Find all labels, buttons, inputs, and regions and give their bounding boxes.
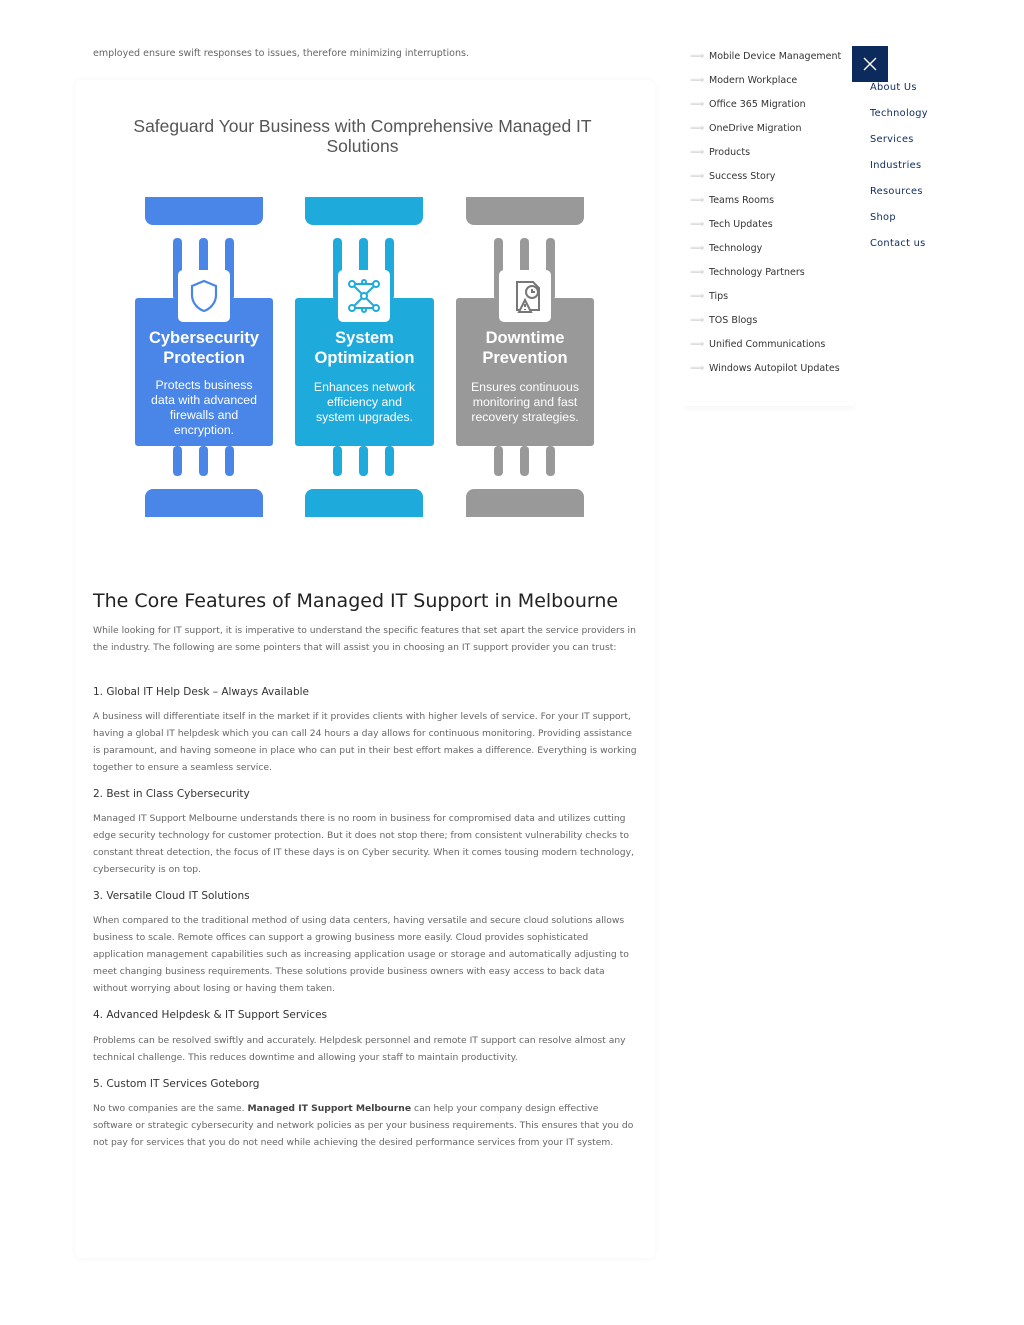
arrow-right-icon: ⟹ [690,266,705,278]
section-title: 3. Versatile Cloud IT Solutions [93,890,250,902]
category-item[interactable] [690,360,860,376]
category-label[interactable]: Office 365 Migration [709,98,806,110]
menu-item-resources[interactable]: Resources [870,186,923,197]
pillar-post [225,446,234,476]
pillar-bottom-cap [305,489,423,517]
category-label[interactable]: Teams Rooms [709,194,775,206]
category-item[interactable] [690,288,860,304]
arrow-right-icon: ⟹ [690,314,705,326]
pillar-top-cap [145,197,263,225]
category-item[interactable] [690,144,860,160]
category-label[interactable]: Technology Partners [709,266,805,278]
pillar-bottom-cap [466,489,584,517]
category-label[interactable]: OneDrive Migration [709,122,802,134]
sidebar-divider [684,402,854,406]
section-body-text: can help your company design effective software or strategic cybersecurity and network policies as per your business requirements. This ensures that you do not pay for services that you do not need while achieving the desired performance services from your IT system. [93,1103,634,1148]
menu-item-contact-us[interactable]: Contact us [870,238,926,249]
pillar-title-line1: System [335,329,394,347]
category-label[interactable]: Tech Updates [709,218,773,230]
menu-item-about-us[interactable]: About Us [870,82,917,93]
category-label[interactable]: Products [709,146,751,158]
menu-item-industries[interactable]: Industries [870,160,922,171]
infographic-title: Safeguard Your Business with Comprehensive Managed IT Solutions [133,116,592,156]
pillar-top-cap [305,197,423,225]
arrow-right-icon: ⟹ [690,194,705,206]
menu-item-services[interactable]: Services [870,134,914,145]
section-body: Problems can be resolved swiftly and accurately. Helpdesk personnel and remote IT support can resolve almost any technical challenge. This reduces downtime and allowing your staff to maintain productivity. [93,1035,626,1063]
category-item[interactable] [690,168,860,184]
pillar-post [385,446,394,476]
category-label[interactable]: Success Story [709,170,776,182]
category-label[interactable]: Technology [709,242,763,254]
pillar-post [199,446,208,476]
category-item[interactable] [690,240,860,256]
section-title: 1. Global IT Help Desk – Always Available [93,686,310,698]
pillar-post [173,446,182,476]
section-body [93,1100,638,1151]
pillar-title-line2: Optimization [314,349,415,367]
pillar-post [359,446,368,476]
category-item[interactable] [690,192,860,208]
close-menu-button[interactable] [852,46,888,82]
category-item[interactable] [690,264,860,280]
pillar-title-line2: Protection [163,349,245,367]
pillar-title-line2: Prevention [482,349,568,367]
category-item[interactable] [690,216,860,232]
arrow-right-icon: ⟹ [690,98,705,110]
category-item[interactable] [690,48,860,64]
category-item[interactable] [690,96,860,112]
article-intro: While looking for IT support, it is imperative to understand the specific features that set apart the service providers in the industry. The following are some pointers that will assist you in choosing an IT support provider you can trust: [93,625,636,653]
section-body: A business will differentiate itself in the market if it provides clients with higher levels of service. For your IT support, having a global IT helpdesk which you can call 24 hours a day allows for continuous monitoring. Providing assistance is paramount, and having someone in place who can put in their best effort makes a difference. Everything is working together to ensure a seamless service. [93,711,637,773]
arrow-right-icon: ⟹ [690,170,705,182]
category-item[interactable] [690,72,860,88]
category-item[interactable] [690,336,860,352]
section-body: When compared to the traditional method of using data centers, having versatile and secure cloud solutions allows business to scale. Remote offices can support a growing business more easily. Cloud provides sophisticated application management capabilities such as increasing application usage or storage and automatically adjusting to meet changing business requirements. These solutions provide business owners with easy access to back data without worrying about losing or having them taken. [93,915,629,994]
pillar-title-line1: Cybersecurity [148,329,260,347]
section-body-text: No two companies are the same. [93,1103,248,1114]
arrow-right-icon: ⟹ [690,146,705,158]
section-title: 5. Custom IT Services Goteborg [93,1078,260,1090]
section-title: 2. Best in Class Cybersecurity [93,788,250,800]
pillar-description: Protects business data with advanced firewalls and encryption. [151,378,257,437]
arrow-right-icon: ⟹ [690,362,705,374]
menu-item-technology[interactable]: Technology [870,108,928,119]
shield-icon [178,270,230,322]
section-title: 4. Advanced Helpdesk & IT Support Services [93,1009,328,1021]
pillar-post [520,446,529,476]
close-icon [863,57,877,71]
arrow-right-icon: ⟹ [690,242,705,254]
category-label[interactable]: Modern Workplace [709,74,798,86]
category-item[interactable] [690,312,860,328]
pillar-post [333,446,342,476]
network-icon [338,270,390,322]
pillar-description: Ensures continuous monitoring and fast recovery strategies. [470,380,579,424]
article-heading: The Core Features of Managed IT Support in Melbourne [93,590,619,612]
warning-clock-icon [499,270,551,322]
section-body: Managed IT Support Melbourne understands there is no room in business for compromised data and utilizes cutting edge security technology for customer protection. But it does not stop there; from consistent vulnerability checks to constant threat detection, the focus of IT these days is on Cyber security. When it comes tousing modern technology, cybersecurity is on top. [93,813,634,875]
arrow-right-icon: ⟹ [690,338,705,350]
arrow-right-icon: ⟹ [690,74,705,86]
managed-it-support-link[interactable]: Managed IT Support Melbourne [247,1103,412,1114]
category-item[interactable] [690,120,860,136]
category-label[interactable]: Windows Autopilot Updates [709,362,840,374]
pillar-post [494,446,503,476]
pillar-description: Enhances network efficiency and system upgrades. [313,380,416,424]
pillar-post [546,446,555,476]
menu-item-shop[interactable]: Shop [870,212,896,223]
arrow-right-icon: ⟹ [690,290,705,302]
arrow-right-icon: ⟹ [690,218,705,230]
category-label[interactable]: Mobile Device Management [709,50,842,62]
pillar-bottom-cap [145,489,263,517]
arrow-right-icon: ⟹ [690,50,705,62]
pillar-top-cap [466,197,584,225]
intro-text: employed ensure swift responses to issues, therefore minimizing interruptions. [93,48,469,59]
pillar-title-line1: Downtime [485,329,565,347]
category-label[interactable]: Tips [709,290,729,302]
category-label[interactable]: TOS Blogs [709,314,758,326]
arrow-right-icon: ⟹ [690,122,705,134]
category-label[interactable]: Unified Communications [709,338,826,350]
